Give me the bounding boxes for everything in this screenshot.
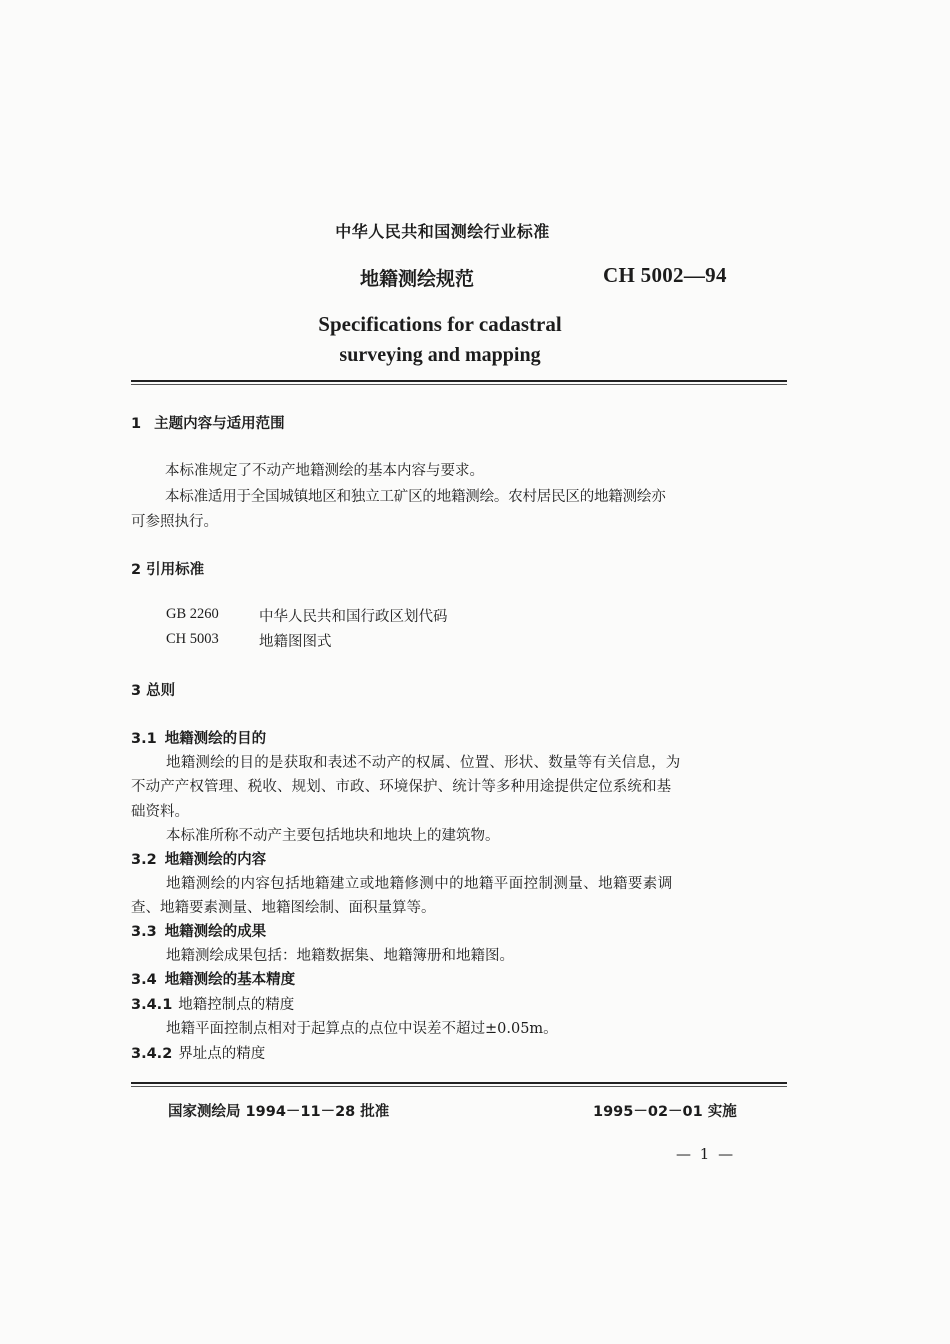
section-3-4-1-title: 地籍控制点的精度: [178, 997, 295, 1013]
section-1-heading: [131, 412, 285, 433]
section-3-3-heading: [131, 920, 266, 941]
section-3-heading: 3 总则: [131, 683, 176, 699]
section-3-1-line1: 地籍测绘的目的是获取和表述不动产的权属、位置、形状、数量等有关信息，为: [166, 755, 681, 771]
section-3-2-heading: [131, 848, 266, 869]
section-3-2-title: 地籍测绘的内容: [164, 852, 267, 868]
document-title-en-line2: surveying and mapping: [339, 344, 541, 366]
section-3-4-1-heading: [131, 993, 294, 1014]
section-3-1-heading: [131, 727, 266, 748]
reference-name-1: 中华人民共和国行政区划代码: [259, 609, 448, 625]
section-3-4-1-number: 3.4.1: [131, 997, 173, 1013]
section-3-1-line3: 础资料。: [131, 804, 189, 820]
standard-code: CH 5002—94: [603, 263, 727, 287]
effective-date: 1995－02－01 实施: [593, 1104, 737, 1120]
footer-rule: [131, 1082, 787, 1084]
section-3-2-number: 3.2: [131, 852, 157, 868]
header-rule-thin: [131, 384, 787, 385]
document-title-en-line1: Specifications for cadastral: [318, 312, 562, 336]
section-3-4-2-title: 界址点的精度: [178, 1046, 266, 1062]
section-3-4-heading: [131, 968, 295, 989]
section-3-3-number: 3.3: [131, 924, 157, 940]
reference-code-1: GB 2260: [166, 606, 219, 622]
section-3-4-title: 地籍测绘的基本精度: [164, 972, 296, 988]
section-3-4-2-number: 3.4.2: [131, 1046, 173, 1062]
header-rule: [131, 380, 787, 382]
section-1-number: 1: [131, 416, 142, 432]
section-3-4-number: 3.4: [131, 972, 157, 988]
section-3-4-2-heading: [131, 1042, 265, 1063]
section-3-2-line1: 地籍测绘的内容包括地籍建立或地籍修测中的地籍平面控制测量、地籍要素调: [166, 876, 673, 892]
section-3-3-line1: 地籍测绘成果包括：地籍数据集、地籍簿册和地籍图。: [166, 948, 514, 964]
approval-info: 国家测绘局 1994－11－28 批准: [168, 1104, 390, 1120]
section-3-1-line2: 不动产产权管理、税收、规划、市政、环境保护、统计等多种用途提供定位系统和基: [131, 779, 672, 795]
reference-name-2: 地籍图图式: [259, 634, 332, 650]
section-3-1-line4: 本标准所称不动产主要包括地块和地块上的建筑物。: [166, 828, 500, 844]
section-1-para1: 本标准规定了不动产地籍测绘的基本内容与要求。: [165, 463, 484, 479]
section-1-para2-line2: 可参照执行。: [131, 514, 218, 530]
standard-organization: 中华人民共和国测绘行业标准: [335, 222, 550, 241]
page-number: — 1 —: [676, 1145, 736, 1163]
section-3-1-title: 地籍测绘的目的: [164, 731, 267, 747]
section-3-3-title: 地籍测绘的成果: [164, 924, 267, 940]
reference-code-2: CH 5003: [166, 631, 219, 647]
section-1-title: 主题内容与适用范围: [154, 416, 285, 432]
section-3-1-number: 3.1: [131, 731, 157, 747]
section-2-heading: 2 引用标准: [131, 562, 205, 578]
footer-rule-thin: [131, 1086, 787, 1087]
section-3-4-1-line1: 地籍平面控制点相对于起算点的点位中误差不超过±0.05m。: [166, 1021, 558, 1037]
document-title-cn: 地籍测绘规范: [360, 268, 475, 290]
section-1-para2-line1: 本标准适用于全国城镇地区和独立工矿区的地籍测绘。农村居民区的地籍测绘亦: [165, 489, 666, 505]
section-3-2-line2: 查、地籍要素测量、地籍图绘制、面积量算等。: [131, 900, 436, 916]
